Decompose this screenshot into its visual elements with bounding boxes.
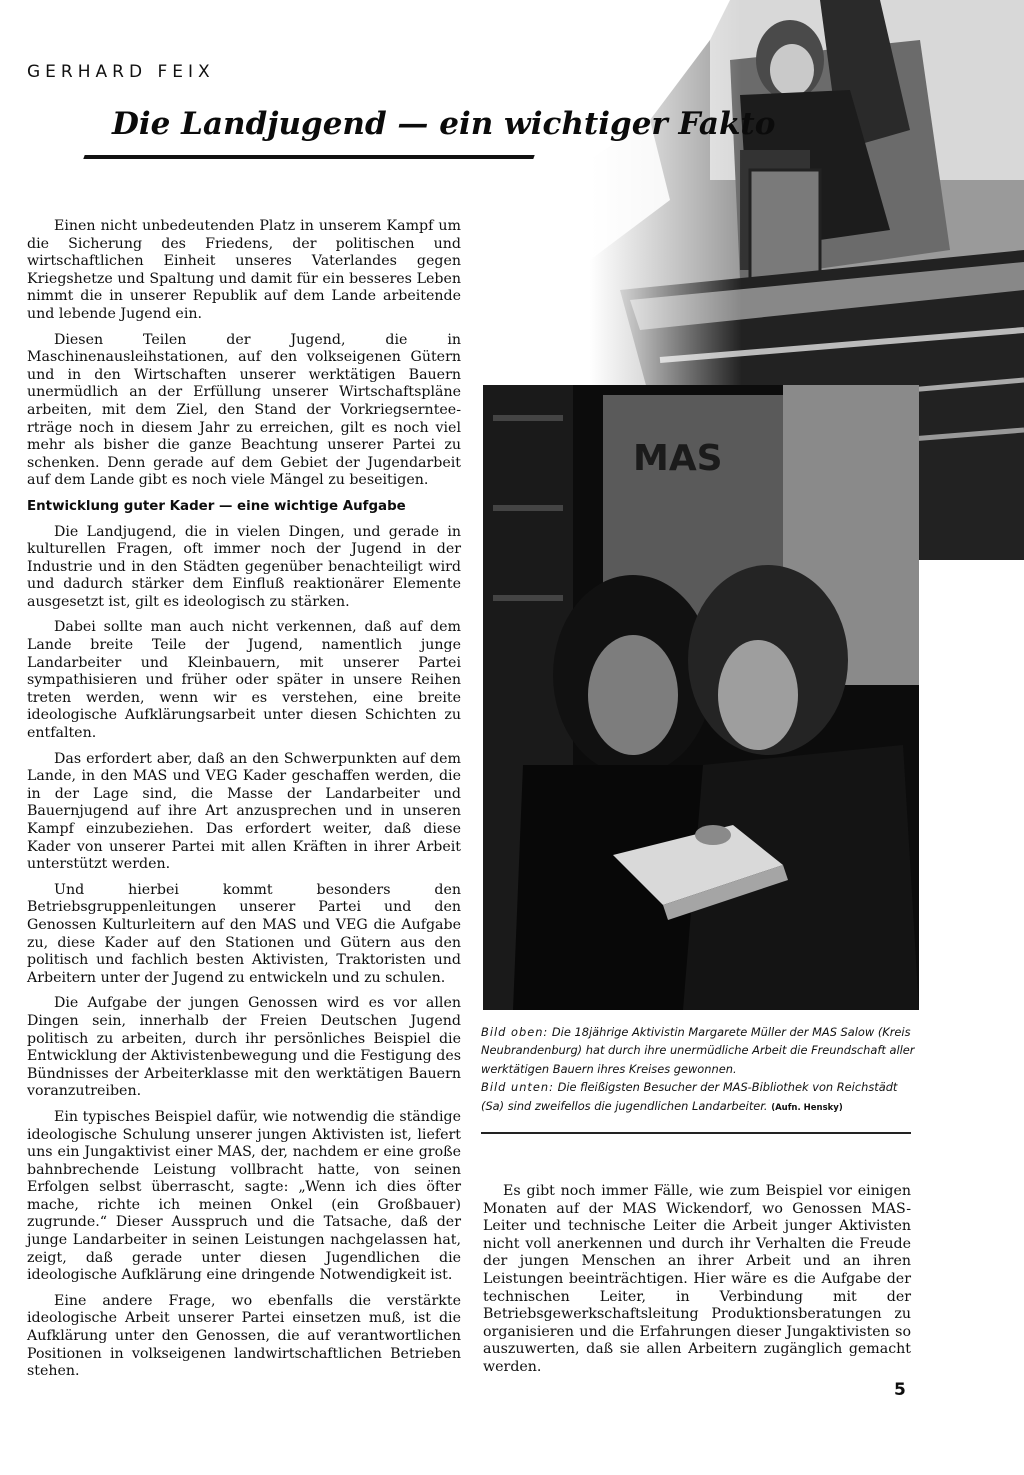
- paragraph: Einen nicht unbedeutenden Platz in unserem Kampf um die Sicherung des Friedens, der politischen und wirtschaftlichen Einheit unseres Vaterlandes gegen Kriegshetze und Spaltung und damit für ein besseres Leben nimmt die in unserer Republik auf dem Lande arbeitende und lebende Jugend ein.: [27, 218, 461, 322]
- paragraph: Dabei sollte man auch nicht verkennen, daß auf dem Lande breite Teile der Jugend, namentlich junge Landarbeiter und Kleinbauern, mit unserer Partei sympathisieren und früher oder später in unsere Reihen treten werden, wenn wir es verstehen, eine breite ideologische Aufklärungsarbeit unter diesen Schichten zu entfalten.: [27, 619, 461, 742]
- article-left-column: [27, 218, 461, 1389]
- caption-divider: [481, 1132, 911, 1134]
- headline: Die Landjugend — ein wichtiger Fakto: [112, 106, 776, 142]
- caption-top-text: Die 18jährige Aktivistin Margarete Müller der MAS Salow (Kreis Neubrandenburg) hat durch ihre unermüdliche Arbeit die Freundschaft aller werktätigen Bauern ihres Kreises gewonnen.: [481, 1025, 915, 1076]
- page-number: 5: [894, 1380, 906, 1400]
- article-right-column: [483, 1183, 911, 1377]
- section-subhead: Entwicklung guter Kader — eine wichtige Aufgabe: [27, 498, 406, 514]
- paragraph: Die Landjugend, die in vielen Dingen, und gerade in kulturellen Fragen, oft immer noch der Jugend in der Industrie und in den Städten gegenüber benachteiligt wird und dadurch stärker dem Einfluß reaktionärer Elemente ausgesetzt ist, gilt es ideologisch zu stärken.: [27, 523, 461, 610]
- paragraph: Ein typisches Beispiel dafür, wie notwendig die ständige ideologische Schulung unserer jungen Aktivisten ist, liefert uns ein Jungaktivist einer MAS, der, nachdem er eine große bahnbrechende Leistung vollbracht hatte, von seinen Erfolgen selbst überrascht, sagte: „Wenn ich dies öfter mache, richte ich meinen Onkel (ein Großbauer) zugrunde.“ Dieser Ausspruch und die Tatsache, daß der junge Landarbeiter in seinen Leistungen nachgelassen hat, zeigt, daß gerade unter diesen Jugendlichen die ideologische Aufklärung eine dringende Notwendigkeit ist.: [27, 1108, 461, 1284]
- photo-credit: (Aufn. Hensky): [771, 1102, 843, 1113]
- author-name: GERHARD FEIX: [27, 62, 215, 82]
- library-sign-text: MAS: [633, 438, 723, 479]
- paragraph: Und hierbei kommt besonders den Betriebsgruppenleitungen unserer Partei und den Genossen Kulturleitern auf den MAS und VEG die Aufgabe zu, diese Kader auf den Stationen und Gütern aus den politisch und fachlich besten Aktivisten, Traktoristen und Arbeitern unter der Jugend zu entwickeln und zu schulen.: [27, 881, 461, 986]
- paragraph: Die Aufgabe der jungen Genossen wird es vor allen Dingen sein, innerhalb der Freien Deutschen Jugend politisch zu arbeiten, durch ihr persönliches Beispiel die Entwicklung der Aktivistenbewegung und die Festigung des Bündnisses der Arbeiterklasse mit den werktätigen Bauern voranzutreiben.: [27, 995, 461, 1100]
- photo-caption: [481, 1023, 921, 1117]
- caption-bottom-label: Bild unten:: [481, 1080, 554, 1095]
- paragraph: Es gibt noch immer Fälle, wie zum Beispiel vor einigen Monaten auf der MAS Wickendorf, wo Genossen MAS-Leiter und technische Leiter die Arbeit junger Aktivisten nicht voll anerkennen und durch ihr Verhalten die Freude der jungen Menschen an ihrer Arbeit und an ihren Leistungen beeinträchtigen. Hier wäre es die Aufgabe der technischen Leiter, in Verbindung mit der Betriebsgewerkschaftsleitung Produktionsberatungen zu organisieren und die Erfahrungen dieser Jungaktivisten so auszuwerten, daß sie allen Arbeitern zugänglich gemacht werden.: [483, 1183, 911, 1375]
- photo-library-readers: [483, 385, 919, 1010]
- paragraph: Eine andere Frage, wo ebenfalls die verstärkte ideologische Arbeit unserer Partei einsetzen muß, ist die Aufklärung unter den Genossen, die auf verantwortlichen Positionen in volkseigenen landwirtschaftlichen Betrieben stehen.: [27, 1292, 461, 1380]
- headline-underline: [83, 155, 534, 159]
- paragraph: Das erfordert aber, daß an den Schwerpunkten auf dem Lande, in den MAS und VEG Kader geschaffen werden, die in der Lage sind, die Masse der Landarbeiter und Bauernjugend auf ihre Art anzusprechen und in unseren Kampf einzubeziehen. Das erfordert weiter, daß diese Kader von unserer Partei mit allen Kräften in ihrer Arbeit unterstützt werden.: [27, 750, 461, 873]
- paragraph: Diesen Teilen der Jugend, die in Maschinenausleihstationen, auf den volkseigenen Gütern und in den Wirtschaften unserer werktätigen Bauern unermüdlich an der Erfüllung unserer Wirtschaftspläne arbeiten, mit dem Ziel, den Stand der Vorkriegsernteerträge noch in diesem Jahr zu erreichen, gilt es noch viel mehr als bisher die ganze Beachtung unserer Partei zu schenken. Denn gerade auf dem Gebiet der Jugendarbeit auf dem Lande gibt es noch viele Mängel zu beseitigen.: [27, 331, 461, 489]
- caption-bottom-text: Die fleißigsten Besucher der MAS-Bibliothek von Reichstädt (Sa) sind zweifellos die jugendlichen Landarbeiter.: [481, 1080, 898, 1113]
- caption-top-label: Bild oben:: [481, 1025, 549, 1039]
